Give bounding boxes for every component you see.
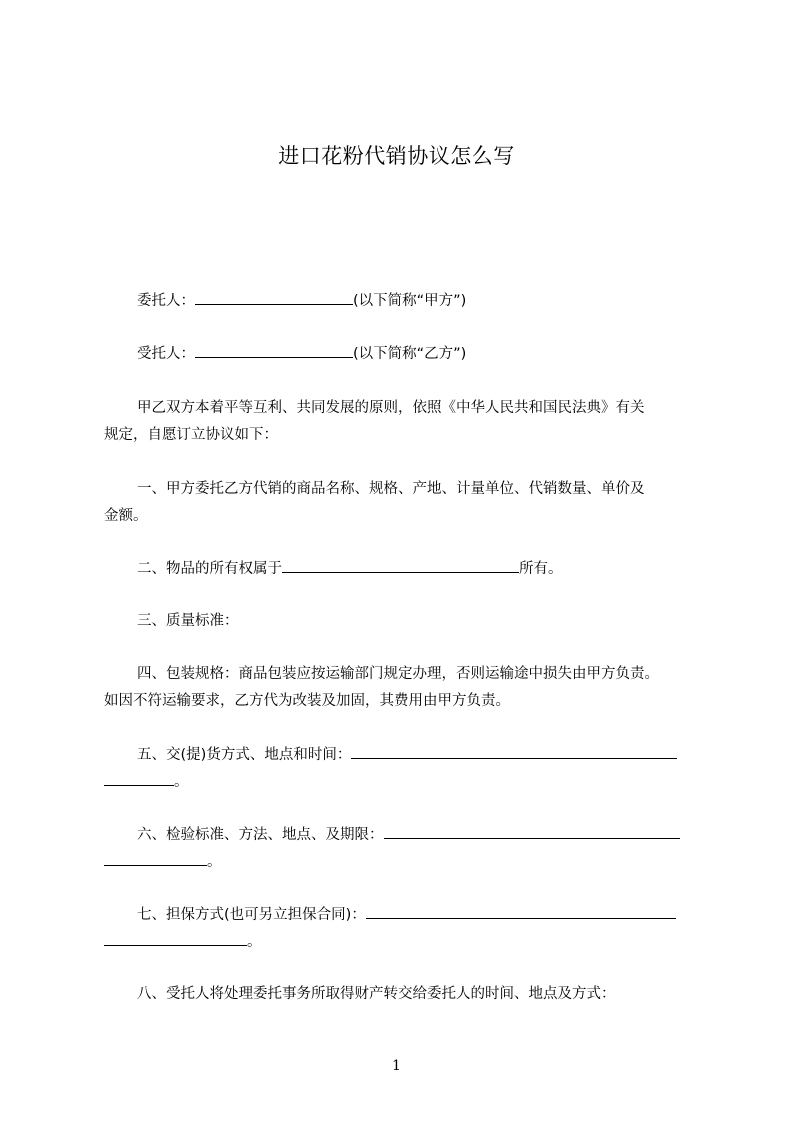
guarantee-blank-cont[interactable] [104,931,247,946]
clause-3-line: 三、质量标准： [137,613,239,629]
principal-line [104,290,737,311]
clause-5-line-1 [104,744,737,765]
clause-7-end: 。 [247,934,262,950]
agent-suffix: (以下简称“乙方”) [353,346,467,362]
delivery-blank[interactable] [351,744,677,759]
preamble-line-1: 甲乙双方本着平等互利、共同发展的原则，依照《中华人民共和国民法典》有关 [137,400,645,416]
clause-5-line-2 [104,771,704,792]
inspection-blank-cont[interactable] [104,851,207,866]
clause-2-suffix: 所有。 [519,561,563,577]
guarantee-blank[interactable] [366,904,676,919]
clause-6-end: 。 [207,854,222,870]
clause-2-label: 二、物品的所有权属于 [137,561,282,577]
clause-6-line-2 [104,851,704,872]
inspection-blank[interactable] [384,824,680,839]
ownership-blank[interactable] [282,558,519,573]
clause-6-line-1 [104,824,737,845]
principal-suffix: (以下简称“甲方”) [353,293,467,309]
principal-blank[interactable] [195,290,353,305]
agent-line [104,343,737,364]
clause-2-line [104,558,737,579]
clause-8-line: 八、受托人将处理委托事务所取得财产转交给委托人的时间、地点及方式： [137,986,616,1002]
principal-label: 委托人： [137,293,195,309]
document-title: 进口花粉代销协议怎么写 [278,144,515,168]
clause-5-end: 。 [174,774,189,790]
clause-6-label: 六、检验标准、方法、地点、及期限： [137,827,384,843]
clause-7-line-2 [104,931,704,952]
agent-label: 受托人： [137,346,195,362]
agent-blank[interactable] [195,343,353,358]
clause-7-line-1 [104,904,737,925]
delivery-blank-cont[interactable] [104,771,174,786]
preamble-line-2: 规定，自愿订立协议如下： [104,427,278,443]
clause-7-label: 七、担保方式(也可另立担保合同)： [137,907,366,923]
page-number: 1 [392,1058,401,1074]
clause-4-line-1: 四、包装规格：商品包装应按运输部门规定办理，否则运输途中损失由甲方负责。 [137,666,659,682]
clause-5-label: 五、交(提)货方式、地点和时间： [137,747,352,763]
clause-1-line-2: 金额。 [104,508,148,524]
clause-4-line-2: 如因不符运输要求，乙方代为改装及加固，其费用由甲方负责。 [104,693,510,709]
clause-1-line-1: 一、甲方委托乙方代销的商品名称、规格、产地、计量单位、代销数量、单价及 [137,481,645,497]
